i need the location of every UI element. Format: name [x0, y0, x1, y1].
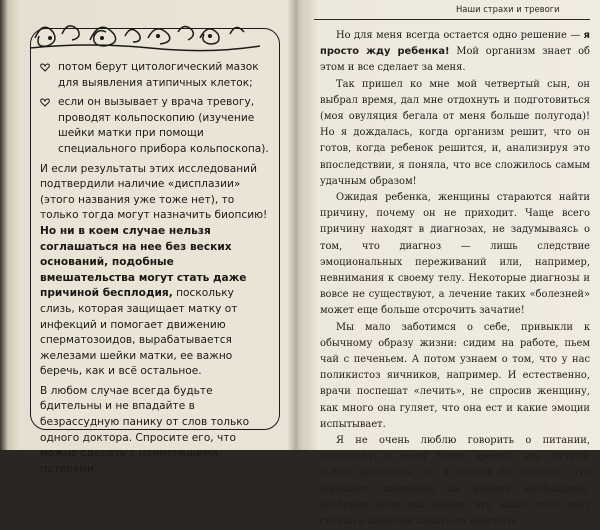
list-item: [40, 95, 272, 157]
paragraph-text: И если результаты этих исследований подтвердили наличие «дисплазии» (этого названия уже тоже нет), то только тогда могут назначить биопсию!: [40, 162, 268, 222]
decorative-doodle-icon: [30, 8, 260, 58]
paragraph: Я не очень люблю говорить о питании, поскольку, с моей точки зрения, это личный выбор женщины, но я хотела бы сказать, что обращать внимание на рацион необходимо, особенно если мы знаем, что наше тело дает сигнал о наличии какого-то диагноза.: [320, 435, 590, 528]
paragraph: [40, 162, 272, 380]
bullet-text: если он вызывает у врача тревогу, проводят кольпоскопию (изучение шейки матки при помощи специального прибора кольпоскопа).: [58, 96, 269, 155]
bullet-text: потом берут цитологический мазок для выявления атипичных клеток;: [58, 61, 259, 89]
heart-bullet-icon: [40, 95, 52, 157]
paragraph-bold-text: я просто жду ребенка!: [320, 30, 590, 58]
paragraph: В любом случае всегда будьте бдительны и не впадайте в безрассудную панику от слов только одного доктора. Спросите его, что можно сделать с наименьшими потерями.: [40, 384, 250, 475]
paragraph: Мы мало заботимся о себе, привыкли к обычному образу жизни: сидим на работе, пьем чай с печеньем. А потом узнаем о том, что у нас поликистоз яичников, например. И естественно, врачи поспешат «лечить», не спросив женщину, как много она гуляет, что она ест и какие эмоции испытывает.: [320, 321, 590, 430]
paragraph-text: Мой организм знает об этом и все сделает за меня.: [320, 46, 590, 74]
list-item: [40, 60, 272, 91]
paragraph: Ожидая ребенка, женщины стараются найти причину, почему он не приходит. Чаще всего причину находят в диагнозах, не задумываясь о том, что диагноз — лишь следствие эмоциональных переживаний или, например, невнимания к своему телу. Некоторые диагнозы и вовсе не существуют, а лечение таких «болезней» может еще больше отсрочить зачатие!: [320, 192, 590, 317]
left-body: [40, 60, 272, 481]
paragraph: [320, 28, 590, 77]
right-body: [320, 28, 590, 530]
paragraph-text: Но для меня всегда остается одно решение —: [336, 30, 584, 41]
left-page: [10, 0, 290, 475]
book-gutter: [287, 0, 305, 450]
paragraph-bold-text: Но ни в коем случае нельзя соглашаться на нее без веских оснований, подобные вмешательства могут стать даже причиной бесплодия,: [40, 224, 247, 300]
running-head: Наши страхи и тревоги: [456, 4, 560, 14]
header-rule: [314, 19, 590, 20]
paragraph: Так пришел ко мне мой четвертый сын, он выбрал время, дал мне отдохнуть и подготовиться (моя овуляция бегала от меня больше полугода)! Но я дождалась, когда организм решит, что он готов, когда ребенок решится, и, анализируя это впоследствии, я поняла, что все сложилось самым удачным образом!: [320, 78, 590, 187]
heart-bullet-icon: [40, 60, 52, 91]
right-page: [306, 0, 600, 528]
paragraph-text: поскольку слизь, которая защищает матку от инфекций и помогает движению сперматозоидов, вырабатывается железами шейки матки, ее важно беречь, как и всё остальное.: [40, 287, 238, 378]
